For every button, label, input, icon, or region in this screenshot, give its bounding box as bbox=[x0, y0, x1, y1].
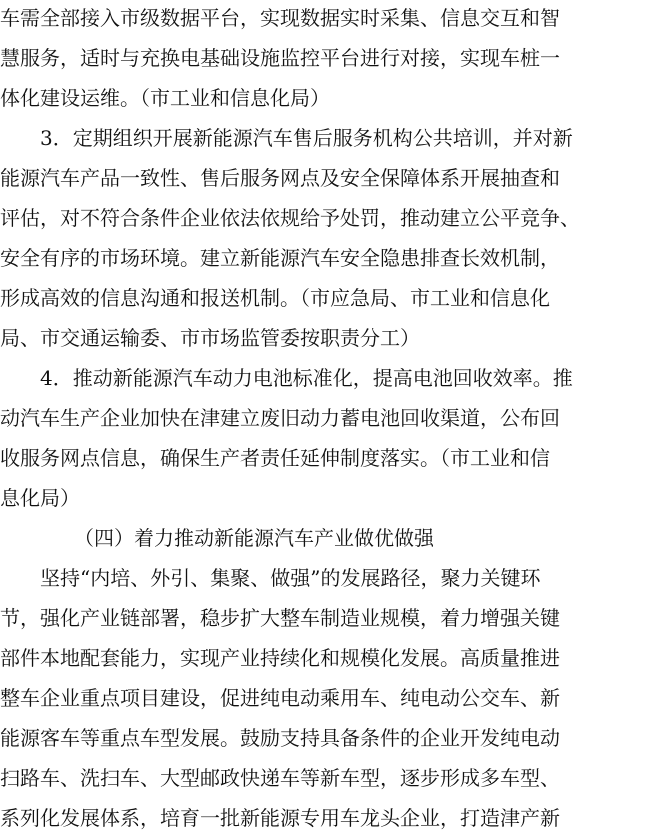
text-line: 局、市交通运输委、市市场监管委按职责分工） bbox=[0, 326, 420, 350]
text-line: 安全有序的市场环境。建立新能源汽车安全隐患排查长效机制， bbox=[0, 246, 560, 270]
text-line: 扫路车、洗扫车、大型邮政快递车等新车型，逐步形成多车型、 bbox=[0, 766, 560, 790]
text-line: 坚持“内培、外引、集聚、做强”的发展路径，聚力关键环 bbox=[40, 566, 541, 590]
text-line: 形成高效的信息沟通和报送机制。（市应急局、市工业和信息化 bbox=[0, 286, 550, 310]
text-line: 部件本地配套能力，实现产业持续化和规模化发展。高质量推进 bbox=[0, 646, 560, 670]
text-line: 系列化发展体系，培育一批新能源专用车龙头企业，打造津产新 bbox=[0, 806, 560, 830]
text-line: 息化局） bbox=[0, 486, 80, 510]
section-heading: （四）着力推动新能源汽车产业做优做强 bbox=[74, 526, 434, 550]
text-line: 体化建设运维。（市工业和信息化局） bbox=[0, 86, 330, 110]
text-line: 节，强化产业链部署，稳步扩大整车制造业规模，着力增强关键 bbox=[0, 606, 560, 630]
text-line: 能源客车等重点车型发展。鼓励支持具备条件的企业开发纯电动 bbox=[0, 726, 560, 750]
text-line: 收服务网点信息，确保生产者责任延伸制度落实。（市工业和信 bbox=[0, 446, 550, 470]
text-line: 评估，对不符合条件企业依法依规给予处罚，推动建立公平竞争、 bbox=[0, 206, 580, 230]
text-line: 整车企业重点项目建设，促进纯电动乘用车、纯电动公交车、新 bbox=[0, 686, 560, 710]
text-line: 慧服务，适时与充换电基础设施监控平台进行对接，实现车桩一 bbox=[0, 46, 560, 70]
text-line: 3．定期组织开展新能源汽车售后服务机构公共培训，并对新 bbox=[40, 126, 573, 150]
text-line: 车需全部接入市级数据平台，实现数据实时采集、信息交互和智 bbox=[0, 6, 560, 30]
text-line: 4．推动新能源汽车动力电池标准化，提高电池回收效率。推 bbox=[40, 366, 573, 390]
text-line: 能源汽车产品一致性、售后服务网点及安全保障体系开展抽查和 bbox=[0, 166, 560, 190]
text-line: 动汽车生产企业加快在津建立废旧动力蓄电池回收渠道，公布回 bbox=[0, 406, 560, 430]
